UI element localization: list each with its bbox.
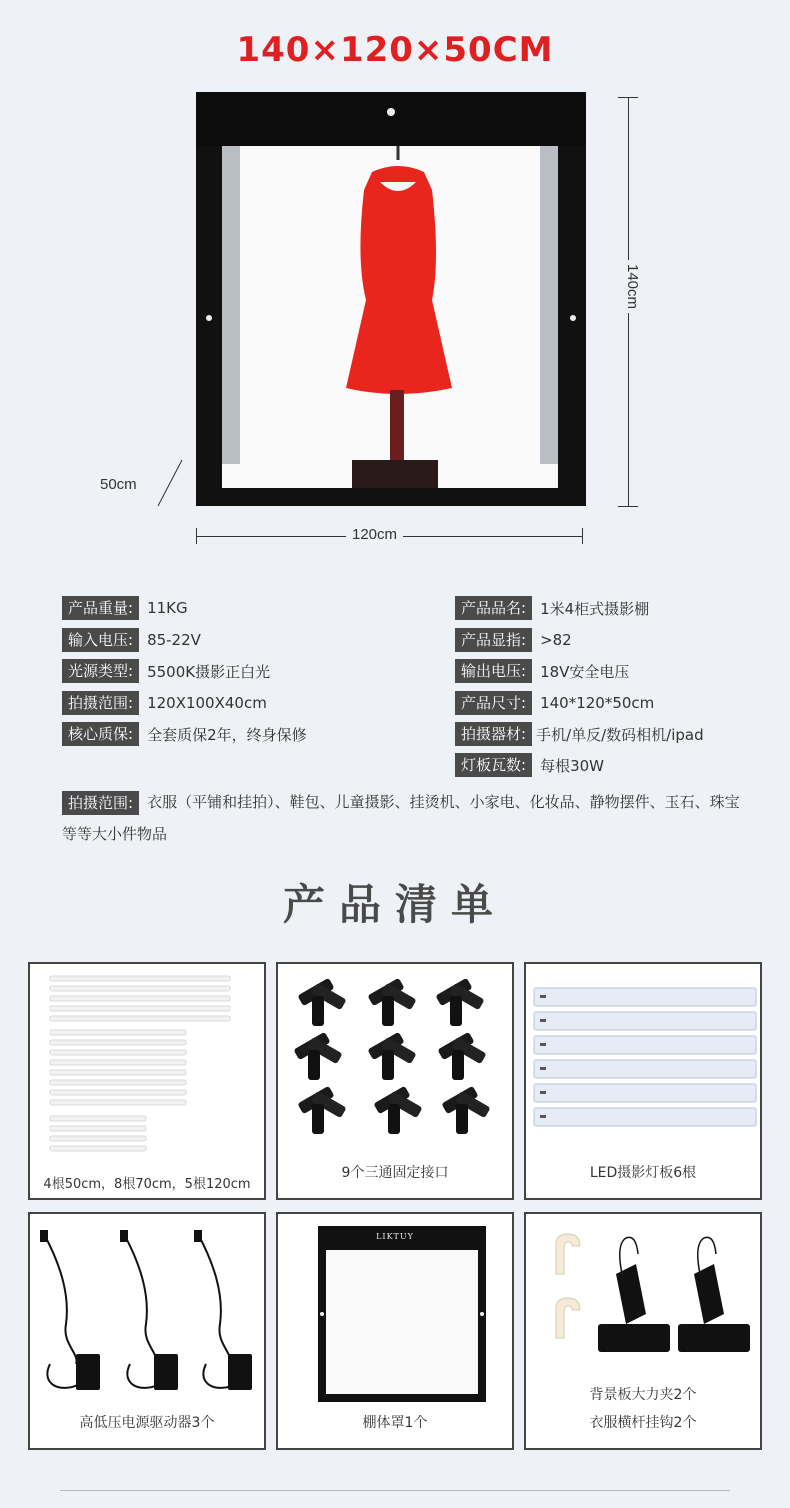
- spec-row-devices: [455, 721, 704, 747]
- item-caption: 4根50cm，8根70cm，5根120cm: [43, 1177, 251, 1192]
- width-dimension-label: 120cm: [346, 526, 403, 543]
- spec-value: 18V安全电压: [540, 662, 630, 681]
- spec-key: 输出电压:: [455, 659, 532, 683]
- item-caption: 高低压电源驱动器3个: [79, 1415, 215, 1431]
- item-caption: 9个三通固定接口: [341, 1165, 449, 1181]
- height-dimension-label: 140cm: [624, 260, 641, 313]
- hero-section: [0, 0, 790, 560]
- spec-key: 产品显指:: [455, 628, 532, 652]
- spec-row-cri: [455, 627, 572, 653]
- item-card-led-panels: [524, 962, 762, 1200]
- spec-value: 每根30W: [540, 756, 604, 775]
- spec-key: 产品品名:: [455, 596, 532, 620]
- spec-row-input-voltage: [62, 627, 201, 653]
- spec-value: 全套质保2年，终身保修: [147, 725, 307, 744]
- item-caption-secondary: 衣服横杆挂钩2个: [589, 1415, 697, 1431]
- spec-key: 产品重量:: [62, 596, 139, 620]
- spec-row-scope: [62, 786, 742, 850]
- item-card-connectors: [276, 962, 514, 1200]
- spec-row-size: [455, 690, 654, 716]
- tent-cover-brand: LIKTUY: [376, 1232, 414, 1241]
- spec-key: 产品尺寸:: [455, 691, 532, 715]
- spec-value: 11KG: [147, 599, 188, 617]
- spec-row-output-voltage: [455, 658, 629, 684]
- connector-icon: [278, 964, 512, 1164]
- spec-value: 手机/单反/数码相机/ipad: [536, 725, 704, 744]
- spec-value: 1米4柜式摄影棚: [540, 599, 650, 618]
- spec-row-shooting-range: [62, 690, 267, 716]
- spec-key: 灯板瓦数:: [455, 753, 532, 777]
- spec-key: 拍摄范围:: [62, 691, 139, 715]
- clamp-hook-icon: [526, 1214, 760, 1374]
- spec-key: 拍摄器材:: [455, 722, 532, 746]
- item-caption: 背景板大力夹2个: [589, 1387, 697, 1403]
- item-card-tent-cover: [276, 1212, 514, 1450]
- spec-row-weight: [62, 595, 188, 621]
- spec-value: 120X100X40cm: [147, 694, 267, 712]
- item-caption: LED摄影灯板6根: [589, 1165, 697, 1181]
- power-adapter-icon: [30, 1214, 264, 1414]
- spec-key: 光源类型:: [62, 659, 139, 683]
- bottom-divider: [60, 1490, 730, 1491]
- spec-value: 85-22V: [147, 631, 201, 649]
- spec-row-warranty: [62, 721, 307, 747]
- spec-row-light-type: [62, 658, 270, 684]
- spec-value: 衣服（平铺和挂拍）、鞋包、儿童摄影、挂烫机、小家电、化妆品、静物摆件、玉石、珠宝等等大小件物品: [62, 793, 740, 843]
- rods-icon: [30, 964, 264, 1164]
- led-panel-icon: [526, 964, 760, 1164]
- spec-value: 140*120*50cm: [540, 694, 655, 712]
- item-card-clamps-hooks: [524, 1212, 762, 1450]
- spec-row-product-name: [455, 595, 649, 621]
- item-card-power-adapters: [28, 1212, 266, 1450]
- spec-value: 5500K摄影正白光: [147, 662, 271, 681]
- item-caption: 棚体罩1个: [362, 1415, 428, 1431]
- section-title: 产品清单: [282, 880, 507, 929]
- tent-cover-icon: [278, 1214, 512, 1414]
- spec-row-wattage: [455, 752, 604, 778]
- depth-dimension-label: 50cm: [100, 476, 137, 493]
- hero-title: 140×120×50CM: [236, 30, 554, 70]
- item-card-rods: [28, 962, 266, 1200]
- spec-key: 核心质保:: [62, 722, 139, 746]
- spec-key: 拍摄范围:: [62, 791, 139, 815]
- spec-value: >82: [540, 631, 572, 649]
- spec-key: 输入电压:: [62, 628, 139, 652]
